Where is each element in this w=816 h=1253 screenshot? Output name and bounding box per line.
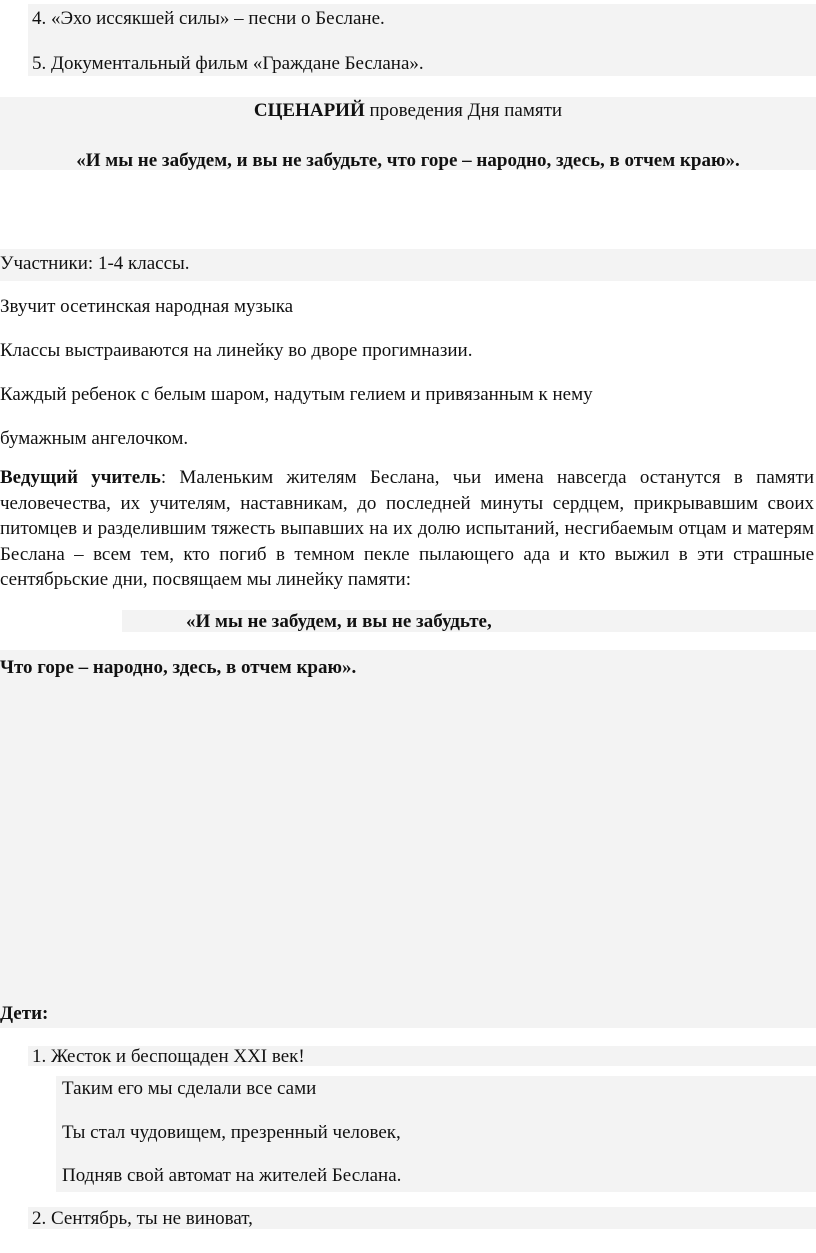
quote-line: «И мы не забудем, и вы не забудьте, bbox=[186, 611, 492, 632]
verse-line: 1. Жесток и беспощаден XXI век! bbox=[32, 1046, 305, 1067]
scenario-title bbox=[0, 99, 816, 123]
teacher-paragraph bbox=[0, 465, 814, 593]
shade-band bbox=[0, 650, 816, 1028]
verse-line: 2. Сентябрь, ты не виноват, bbox=[32, 1208, 253, 1229]
list-item: 4. «Эхо иссякшей силы» – песни о Беслане. bbox=[32, 8, 385, 29]
music-line: Звучит осетинская народная музыка bbox=[0, 296, 294, 317]
children-heading: Дети: bbox=[0, 1003, 49, 1024]
lineup-line: Классы выстраиваются на линейку во дворе прогимназии. bbox=[0, 340, 473, 361]
list-item: 5. Документальный фильм «Граждане Беслана». bbox=[32, 53, 424, 74]
balloons-line: бумажным ангелочком. bbox=[0, 428, 189, 449]
verse-line: Подняв свой автомат на жителей Беслана. bbox=[62, 1165, 402, 1186]
scenario-motto: «И мы не забудем, и вы не забудьте, что горе – народно, здесь, в отчем краю». bbox=[76, 150, 740, 171]
scenario-title-bold: СЦЕНАРИЙ bbox=[253, 100, 365, 121]
participants-line: Участники: 1-4 классы. bbox=[0, 253, 190, 274]
verse-line: Ты стал чудовищем, презренный человек, bbox=[62, 1122, 401, 1143]
verse-line: Таким его мы сделали все сами bbox=[62, 1078, 317, 1099]
teacher-speech: : Маленьким жителям Беслана, чьи имена навсегда останутся в памяти человечества, их учителям, наставникам, до последней минуты сердцем, прикрывавшим своих питомцев и разделившим тяжесть выпавших на их долю испытаний, несгибаемым отцам и матерям Беслана – всем тем, кто погиб в темном пекле пылающего ада и кто выжил в эти страшные сентябрьские дни, посвящаем мы линейку памяти: bbox=[0, 467, 814, 590]
scenario-title-rest: проведения Дня памяти bbox=[364, 100, 563, 121]
quote-line: Что горе – народно, здесь, в отчем краю». bbox=[0, 657, 357, 678]
teacher-speaker: Ведущий учитель bbox=[0, 467, 161, 488]
balloons-line: Каждый ребенок с белым шаром, надутым гелием и привязанным к нему bbox=[0, 384, 593, 405]
